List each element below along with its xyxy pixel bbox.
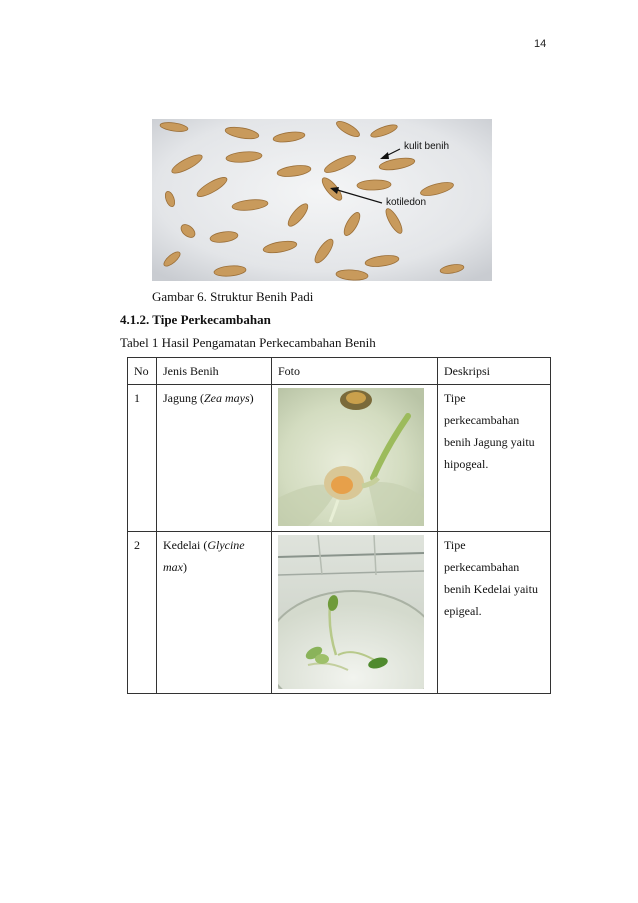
rice-seed-photo bbox=[152, 119, 492, 281]
table-row bbox=[128, 532, 551, 694]
description-line: perkecambahan bbox=[444, 560, 520, 574]
rice-seed-figure bbox=[152, 119, 492, 281]
seed-name-close: ) bbox=[183, 560, 187, 574]
corn-seedling-photo bbox=[278, 388, 424, 526]
row-no: 2 bbox=[128, 532, 157, 694]
description-line: Tipe bbox=[444, 391, 466, 405]
seed-latin-name: Glycine max bbox=[163, 538, 245, 574]
header-deskripsi: Deskripsi bbox=[438, 358, 551, 385]
figure-caption: Gambar 6. Struktur Benih Padi bbox=[152, 289, 314, 304]
page-number: 14 bbox=[534, 38, 547, 50]
description-line: perkecambahan bbox=[444, 413, 520, 427]
row-description bbox=[438, 385, 551, 532]
description-line: benih Jagung yaitu bbox=[444, 435, 535, 449]
table-header-row bbox=[128, 358, 551, 385]
seed-coat-label: kulit benih bbox=[404, 141, 450, 152]
row-photo-cell bbox=[272, 532, 438, 694]
seed-name-text: Kedelai ( bbox=[163, 538, 208, 552]
cotyledon-label: kotiledon bbox=[386, 197, 427, 208]
description-line: epigeal. bbox=[444, 604, 482, 618]
description-line: hipogeal. bbox=[444, 457, 489, 471]
header-jenis: Jenis Benih bbox=[157, 358, 272, 385]
description-line: benih Kedelai yaitu bbox=[444, 582, 538, 596]
table-caption: Tabel 1 Hasil Pengamatan Perkecambahan Benih bbox=[120, 335, 376, 350]
section-heading: 4.1.2. Tipe Perkecambahan bbox=[120, 312, 271, 327]
header-no: No bbox=[128, 358, 157, 385]
table-row bbox=[128, 385, 551, 532]
header-foto: Foto bbox=[272, 358, 438, 385]
row-no: 1 bbox=[128, 385, 157, 532]
row-photo-cell bbox=[272, 385, 438, 532]
row-seed-name bbox=[157, 385, 272, 532]
seed-name-text: Jagung ( bbox=[163, 391, 204, 405]
row-description bbox=[438, 532, 551, 694]
seed-name-close: ) bbox=[249, 391, 254, 405]
seed-latin-name: Zea mays bbox=[204, 391, 250, 405]
soybean-seedling-photo bbox=[278, 535, 424, 689]
germination-table bbox=[127, 357, 551, 694]
row-seed-name bbox=[157, 532, 272, 694]
description-line: Tipe bbox=[444, 538, 466, 552]
